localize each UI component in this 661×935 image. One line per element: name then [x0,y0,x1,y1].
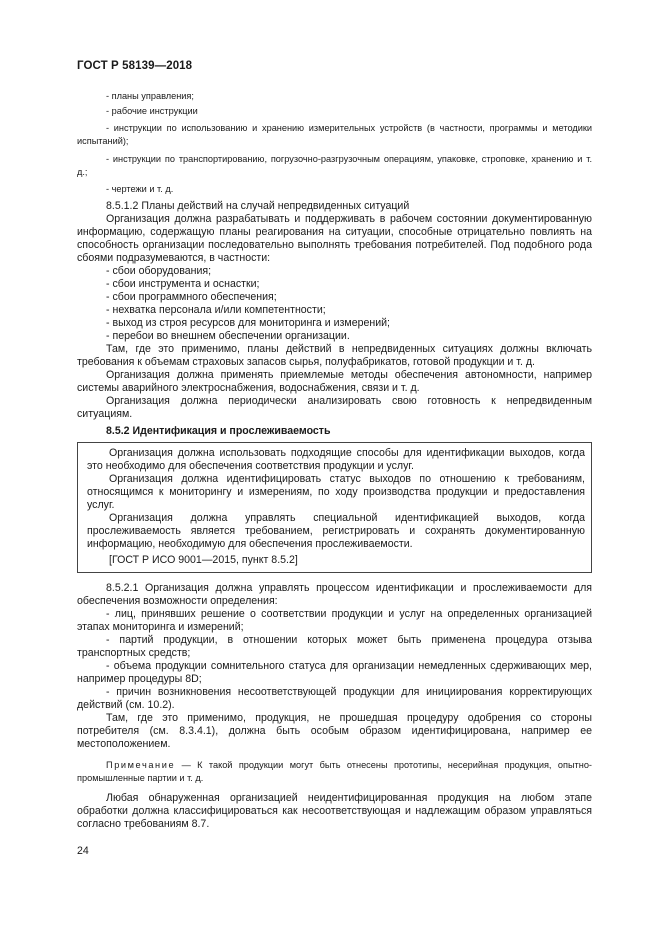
list-item: - сбои оборудования; [106,265,212,277]
note-label: Примечание [106,760,176,770]
quote-reference: [ГОСТ Р ИСО 9001—2015, пункт 8.5.2] [109,554,298,566]
paragraph: Организация должна разрабатывать и поддерживать в рабочем состоянии документированную информацию, содержащую планы реагирования на ситуации, способные отрицательно повлиять на способность организации последовательно выполнять требования потребителей. Под подобного рода сбоями подразумеваются, в частности: [77,213,592,264]
paragraph: Организация должна применять приемлемые методы обеспечения автономности, например системы аварийного электроснабжения, водоснабжения, связи и т. д. [77,369,592,394]
list-item: - планы управления; [106,91,194,101]
list-item: - партий продукции, в отношении которых может быть применена процедура отзыва транспортных средств; [77,634,592,659]
list-item: - перебои во внешнем обеспечении организации. [106,330,350,342]
paragraph: Там, где это применимо, продукция, не прошедшая процедуру одобрения со стороны потребителя (см. 8.3.4.1), должна быть особым образом идентифицирована, например ее местоположением. [77,712,592,750]
section-title: 8.5.1.2 Планы действий на случай непредвиденных ситуаций [106,200,410,212]
quote-paragraph: Организация должна использовать подходящие способы для идентификации выходов, когда это необходимо для обеспечения соответствия продукции и услуг. [87,447,585,472]
document-header: ГОСТ Р 58139—2018 [77,60,193,72]
note-text: — К такой продукции могут быть отнесены прототипы, несерийная продукция, опытно-промышленные партии и т. д. [77,760,592,783]
paragraph: Любая обнаруженная организацией неидентифицированная продукция на любом этапе обработки должна классифицироваться как несоответствующая и надлежащим образом управляться согласно требованиям 8.7. [77,792,592,830]
section-title: 8.5.2 Идентификация и прослеживаемость [106,425,331,437]
paragraph: Организация должна периодически анализировать свою готовность к непредвиденным ситуациям. [77,395,592,420]
paragraph: Там, где это применимо, планы действий в непредвиденных ситуациях должны включать требования к объемам страховых запасов сырья, полуфабрикатов, готовой продукции и т. д. [77,343,592,368]
quote-paragraph: Организация должна идентифицировать статус выходов по отношению к требованиям, относящимся к мониторингу и измерениям, по ходу производства продукции и предоставления услуг. [87,473,585,511]
iso-quote-box [77,442,592,573]
note [77,759,592,784]
list-item: - выход из строя ресурсов для мониторинга и измерений; [106,317,390,329]
page-number: 24 [77,845,89,857]
list-item: - нехватка персонала и/или компетентности; [106,304,326,316]
quote-paragraph: Организация должна управлять специальной идентификацией выходов, когда прослеживаемость является требованием, регистрировать и сохранять документированную информацию, необходимую для обеспечения прослеживаемости. [87,512,585,550]
list-item: - сбои программного обеспечения; [106,291,277,303]
list-item: - рабочие инструкции [106,106,198,116]
list-item: - лиц, принявших решение о соответствии продукции и услуг на определенных организацией этапах мониторинга и измерений; [77,608,592,633]
paragraph: 8.5.2.1 Организация должна управлять процессом идентификации и прослеживаемости для обеспечения возможности определения: [77,582,592,607]
section-8521 [77,582,592,831]
list-item: - причин возникновения несоответствующей продукции для инициирования корректирующих действий (см. 10.2). [77,686,592,711]
list-item: - объема продукции сомнительного статуса для организации немедленных сдерживающих мер, например процедуры 8D; [77,660,592,685]
document-list [77,89,592,197]
list-item: - инструкции по транспортированию, погрузочно-разгрузочным операциям, упаковке, строповке, хранению и т. д.; [77,154,592,177]
section-8512 [77,200,592,421]
section-852 [77,425,592,573]
list-item: - чертежи и т. д. [106,184,174,194]
list-item: - инструкции по использованию и хранению измерительных устройств (в частности, программы и методики испытаний); [77,123,592,146]
list-item: - сбои инструмента и оснастки; [106,278,260,290]
page-content [77,89,592,831]
